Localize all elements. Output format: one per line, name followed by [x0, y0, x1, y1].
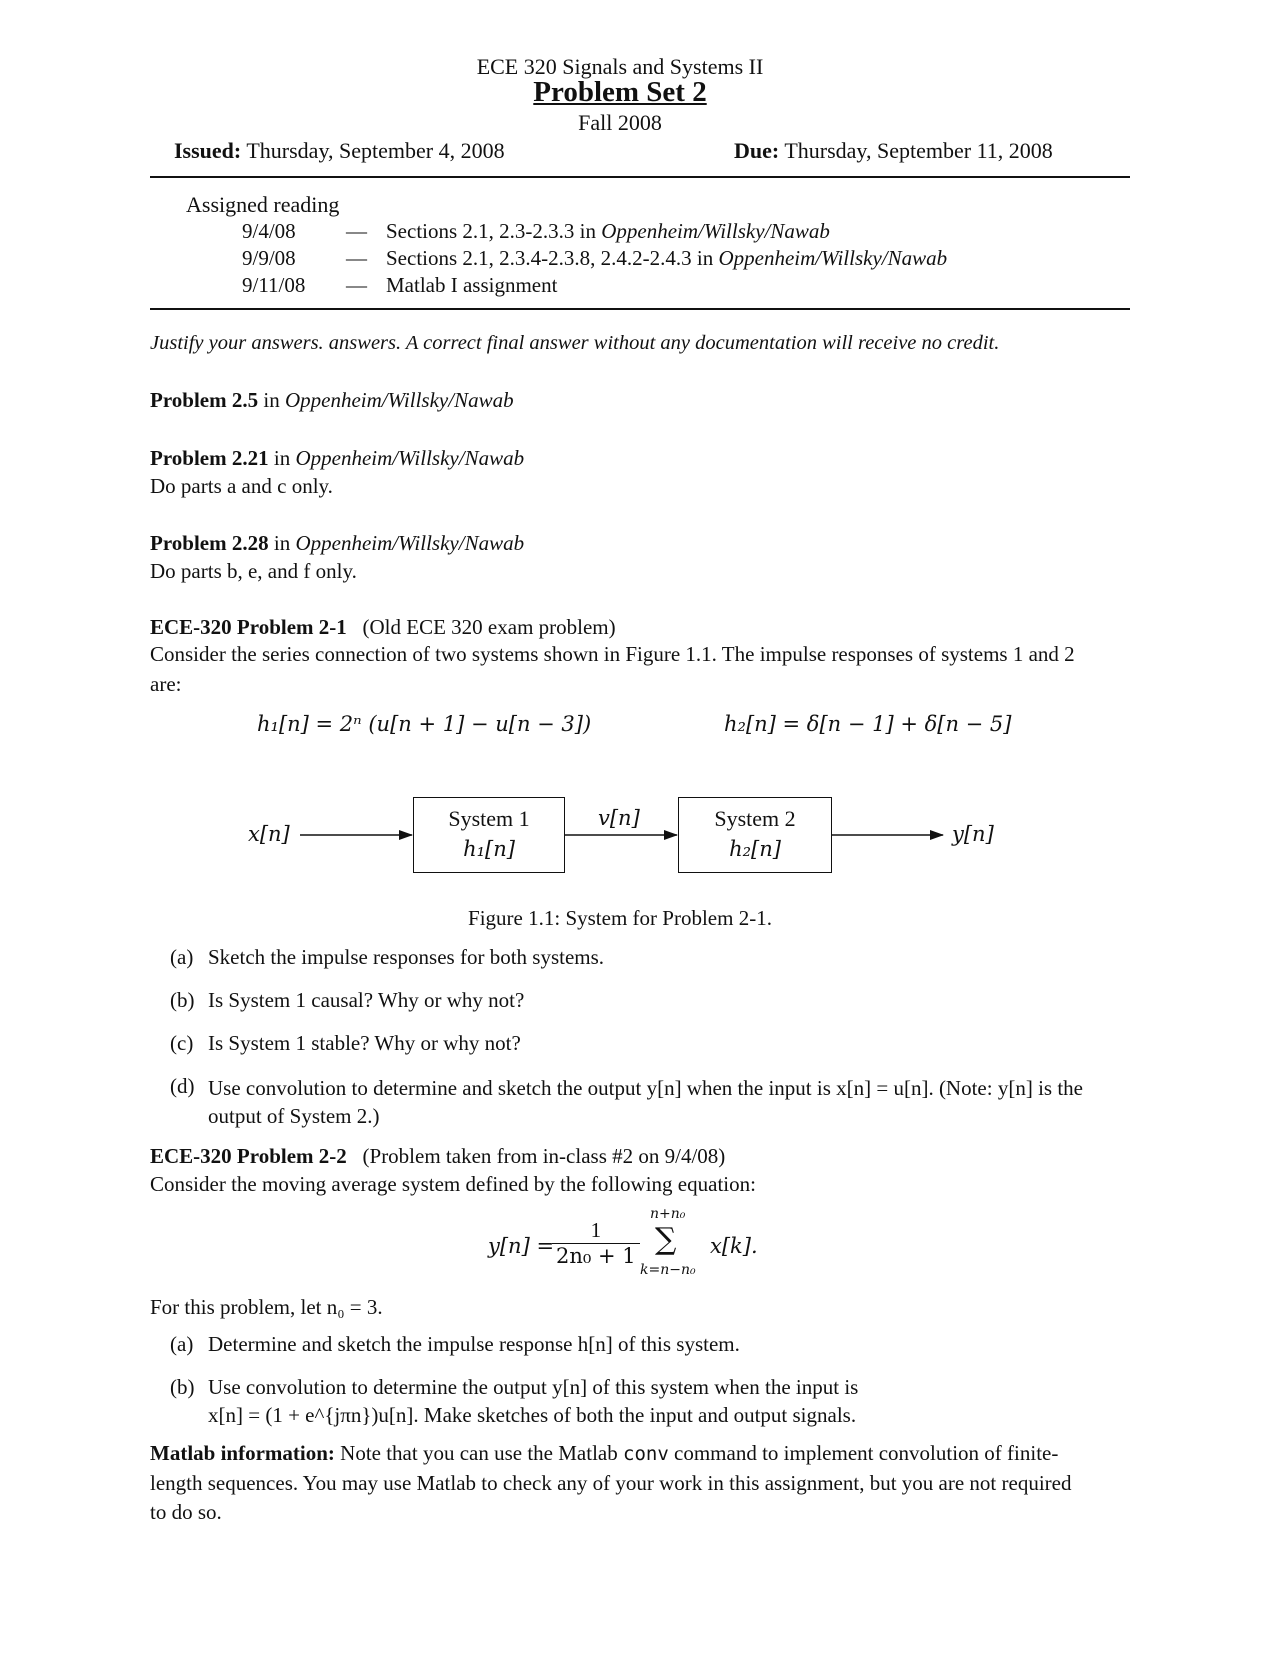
problem-in: in — [258, 388, 285, 412]
matlab-command: conv — [623, 1443, 669, 1465]
system-1-response: h₁[n] — [463, 837, 515, 861]
system-2-box — [678, 797, 832, 873]
system-2-response: h₂[n] — [729, 837, 781, 861]
problem-2-2-intro: Consider the moving average system defined by the following equation: — [150, 1172, 756, 1196]
p21-part-b-tag: (b) — [170, 988, 195, 1012]
issued-date: Thursday, September 4, 2008 — [246, 138, 505, 163]
p21-part-c-tag: (c) — [170, 1031, 194, 1055]
reading-book: Oppenheim/Willsky/Nawab — [601, 219, 830, 243]
reading-heading: Assigned reading — [186, 192, 340, 217]
problem-label: Problem 2.5 — [150, 388, 259, 412]
diagram-middle-label: v[n] — [598, 806, 640, 830]
p21-part-d-tag: (d) — [170, 1074, 195, 1098]
problem-book: Oppenheim/Willsky/Nawab — [295, 531, 525, 555]
term: Fall 2008 — [578, 110, 662, 135]
diagram-input-label: x[n] — [248, 822, 290, 846]
p22-part-a: Determine and sketch the impulse response h[n] of this system. — [208, 1332, 740, 1356]
problem-label: ECE-320 Problem 2-1 — [150, 615, 347, 639]
reading-dash-3: — — [346, 273, 367, 297]
due-date: Thursday, September 11, 2008 — [784, 138, 1053, 163]
problem-book: Oppenheim/Willsky/Nawab — [284, 388, 514, 412]
eq-denominator: 2n₀ + 1 — [556, 1244, 636, 1268]
problem-label: ECE-320 Problem 2-2 — [150, 1144, 347, 1168]
problem-2-2-heading — [150, 1144, 725, 1169]
page-title: Problem Set 2 — [533, 76, 707, 108]
matlab-text: command to implement convolution of finite-length sequences. You may use Matlab to check any of your work in this assignment, but you are not required to do so. — [150, 1441, 1072, 1524]
p21-part-b: Is System 1 causal? Why or why not? — [208, 988, 525, 1012]
p21-part-c: Is System 1 stable? Why or why not? — [208, 1031, 521, 1055]
matlab-text: Note that you can use the Matlab — [334, 1441, 623, 1465]
reading-text: Sections 2.1, 2.3.4-2.3.8, 2.4.2-2.4.3 in — [386, 246, 719, 270]
diagram-output-label: y[n] — [952, 822, 994, 846]
system-2-title: System 2 — [714, 806, 796, 831]
problem-in: in — [268, 531, 296, 555]
reading-date-2: 9/9/08 — [242, 246, 296, 270]
matlab-label: Matlab information: — [150, 1441, 335, 1465]
p22-part-a-tag: (a) — [170, 1332, 194, 1356]
eq-lhs: y[n] = — [488, 1234, 555, 1258]
problem-source: (Problem taken from in-class #2 on 9/4/08) — [362, 1144, 726, 1168]
justify-note: Justify your answers. answers. A correct final answer without any documentation will receive no credit. — [150, 332, 1000, 354]
p22-part-b-tag: (b) — [170, 1375, 195, 1399]
reading-dash-1: — — [346, 219, 367, 243]
system-1-box — [413, 797, 565, 873]
issued-label: Issued: — [174, 138, 242, 163]
course-title: ECE 320 Signals and Systems II — [476, 54, 764, 79]
problem-book: Oppenheim/Willsky/Nawab — [295, 446, 525, 470]
reading-text-3: Matlab I assignment — [386, 273, 558, 297]
eq-sum-symbol: ∑ — [655, 1222, 677, 1257]
p21-part-d: Use convolution to determine and sketch the output y[n] when the input is x[n] = u[n]. (Note: y[n] is the output of System 2.) — [208, 1076, 1083, 1128]
matlab-info — [150, 1439, 1090, 1527]
reading-date-3: 9/11/08 — [242, 273, 306, 297]
reading-dash-2: — — [346, 246, 367, 270]
book-problem-2-21-note: Do parts a and c only. — [150, 474, 333, 498]
h2-equation: h₂[n] = δ[n − 1] + δ[n − 5] — [724, 712, 1012, 736]
figure-caption: Figure 1.1: System for Problem 2-1. — [468, 906, 772, 930]
p21-part-a: Sketch the impulse responses for both systems. — [208, 945, 605, 969]
reading-date-1: 9/4/08 — [242, 219, 296, 243]
problem-2-1-intro: Consider the series connection of two systems shown in Figure 1.1. The impulse responses of systems 1 and 2 are: — [150, 642, 1075, 696]
h1-equation: h₁[n] = 2ⁿ (u[n + 1] − u[n − 3]) — [257, 712, 592, 736]
eq-numerator: 1 — [552, 1218, 640, 1244]
problem-label: Problem 2.21 — [150, 446, 269, 470]
p21-part-a-tag: (a) — [170, 945, 194, 969]
problem-label: Problem 2.28 — [150, 531, 269, 555]
p22-part-b-cont: x[n] = (1 + e^{jπn})u[n]. Make sketches of both the input and output signals. — [208, 1403, 857, 1427]
problem-source: (Old ECE 320 exam problem) — [362, 615, 616, 639]
eq-fraction — [552, 1218, 640, 1268]
p22-part-b: Use convolution to determine the output y[n] of this system when the input is — [208, 1375, 859, 1399]
book-problem-2-28-note: Do parts b, e, and f only. — [150, 559, 357, 583]
reading-text: Sections 2.1, 2.3-2.3.3 in — [386, 219, 602, 243]
reading-book: Oppenheim/Willsky/Nawab — [718, 246, 948, 270]
system-1-title: System 1 — [448, 806, 530, 831]
eq-sum-upper: n+n₀ — [650, 1206, 686, 1222]
problem-in: in — [268, 446, 296, 470]
p22-let: For this problem, let n₀ = 3. — [150, 1295, 383, 1319]
due-label: Due: — [734, 138, 780, 163]
eq-rhs: x[k]. — [710, 1234, 758, 1258]
eq-sum-lower: k=n−n₀ — [640, 1262, 696, 1278]
